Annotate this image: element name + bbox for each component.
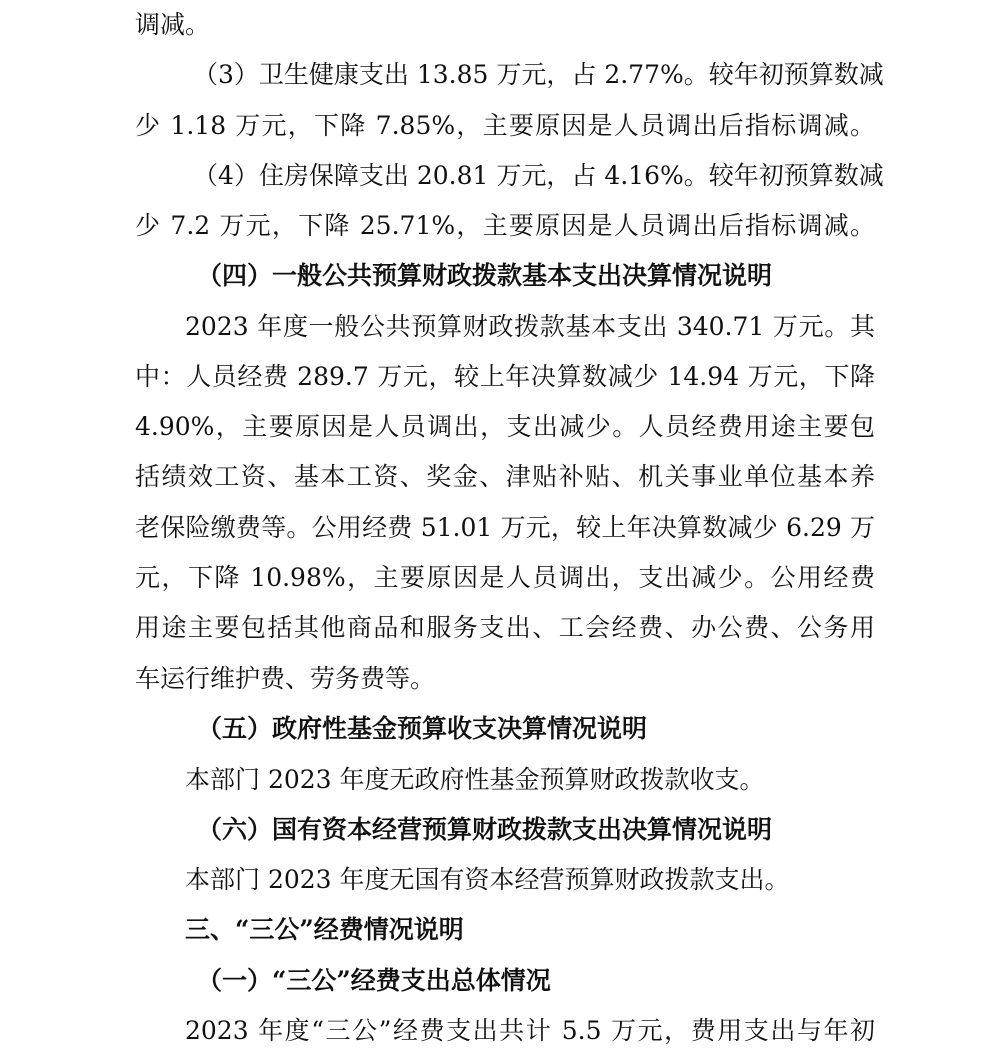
text-line: 括绩效工资、基本工资、奖金、津贴补贴、机关事业单位基本养 xyxy=(135,462,875,491)
text-line: 调减。 xyxy=(135,10,211,39)
section-heading: （六）国有资本经营预算财政拨款支出决算情况说明 xyxy=(197,815,773,844)
text-line: 本部门 2023 年度无国有资本经营预算财政拨款支出。 xyxy=(185,865,790,894)
text-line: 车运行维护费、劳务费等。 xyxy=(135,664,436,693)
section-heading: （五）政府性基金预算收支决算情况说明 xyxy=(197,714,648,743)
section-heading: （四）一般公共预算财政拨款基本支出决算情况说明 xyxy=(197,261,773,290)
text-line: 少 7.2 万元，下降 25.71%，主要原因是人员调出后指标调减。 xyxy=(135,211,875,240)
text-line: 用途主要包括其他商品和服务支出、工会经费、办公费、公务用 xyxy=(135,613,875,642)
text-line: 元，下降 10.98%，主要原因是人员调出，支出减少。公用经费 xyxy=(135,563,875,592)
text-line: 中：人员经费 289.7 万元，较上年决算数减少 14.94 万元，下降 xyxy=(135,362,875,391)
text-line: 2023 年度一般公共预算财政拨款基本支出 340.71 万元。其 xyxy=(185,312,875,341)
text-line: 4.90%，主要原因是人员调出，支出减少。人员经费用途主要包 xyxy=(135,412,875,441)
text-line: （4）住房保障支出 20.81 万元，占 4.16%。较年初预算数减 xyxy=(193,161,884,190)
text-line: 2023 年度“三公”经费支出共计 5.5 万元，费用支出与年初 xyxy=(185,1016,875,1045)
chapter-heading: 三、“三公”经费情况说明 xyxy=(185,915,464,944)
text-line: 老保险缴费等。公用经费 51.01 万元，较上年决算数减少 6.29 万 xyxy=(135,513,875,542)
text-line: 少 1.18 万元，下降 7.85%，主要原因是人员调出后指标调减。 xyxy=(135,111,875,140)
text-line: 本部门 2023 年度无政府性基金预算财政拨款收支。 xyxy=(185,765,765,794)
document-page xyxy=(135,0,884,1059)
section-heading: （一）“三公”经费支出总体情况 xyxy=(197,966,551,995)
text-line: （3）卫生健康支出 13.85 万元，占 2.77%。较年初预算数减 xyxy=(193,60,884,89)
